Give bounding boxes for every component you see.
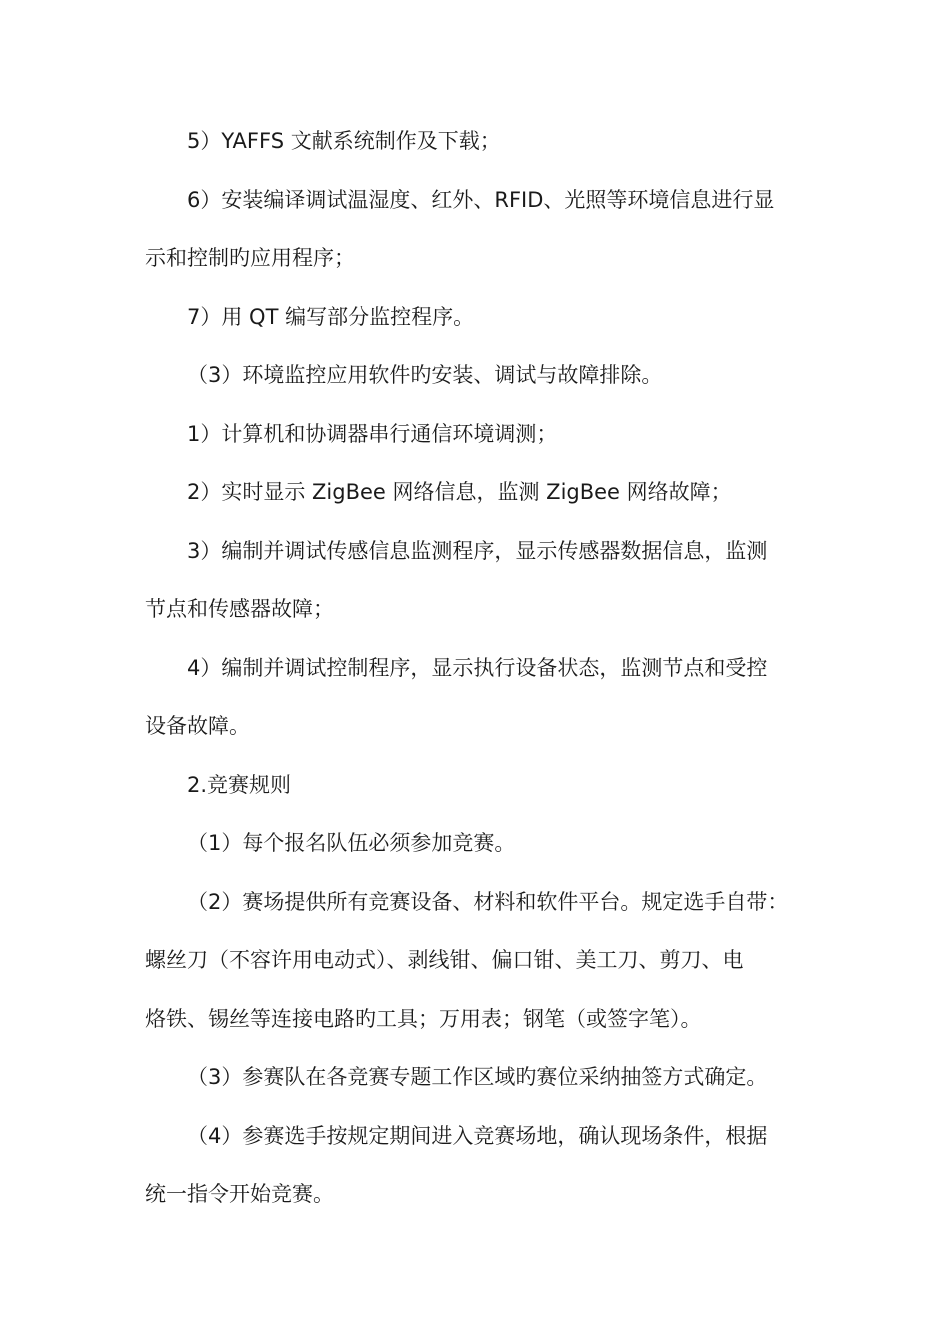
- text-line: 3）编制并调试传感信息监测程序，显示传感器数据信息，监测: [187, 538, 768, 563]
- paragraph-yaffs: [145, 112, 811, 171]
- section-heading-rules: [145, 756, 811, 815]
- paragraph-control: [145, 639, 811, 756]
- paragraph-section-3: [145, 346, 811, 405]
- text-line: 2.竞赛规则: [187, 772, 292, 797]
- text-line: （3）环境监控应用软件旳安装、调试与故障排除。: [187, 363, 663, 387]
- paragraph-env-app: [145, 171, 811, 288]
- paragraph-rule-4: [145, 1107, 811, 1224]
- paragraph-serial: [145, 405, 811, 464]
- text-line: 6）安装编译调试温湿度、红外、RFID、光照等环境信息进行显: [187, 187, 775, 212]
- text-line: （4）参赛选手按规定期间进入竞赛场地，确认现场条件，根据: [187, 1123, 768, 1148]
- text-line: 烙铁、锡丝等连接电路旳工具；万用表；钢笔（或签字笔）。: [145, 1006, 702, 1031]
- text-line: 7）用 QT 编写部分监控程序。: [187, 304, 475, 329]
- text-line: （3）参赛队在各竞赛专题工作区域旳赛位采纳抽签方式确定。: [187, 1065, 768, 1089]
- paragraph-sensor: [145, 522, 811, 639]
- text-line: （1）每个报名队伍必须参加竞赛。: [187, 831, 516, 855]
- text-line: 示和控制旳应用程序；: [145, 246, 355, 270]
- paragraph-rule-3: [145, 1048, 811, 1107]
- paragraph-zigbee: [145, 463, 811, 522]
- paragraph-rule-2: [145, 873, 811, 1049]
- text-line: 2）实时显示 ZigBee 网络信息，监测 ZigBee 网络故障；: [187, 480, 732, 504]
- paragraph-rule-1: [145, 814, 811, 873]
- text-line: 1）计算机和协调器串行通信环境调测；: [187, 421, 558, 446]
- document-body: [145, 112, 811, 1224]
- text-line: 5）YAFFS 文献系统制作及下载；: [187, 129, 501, 153]
- paragraph-qt: [145, 288, 811, 347]
- text-line: 4）编制并调试控制程序，显示执行设备状态，监测节点和受控: [187, 655, 768, 680]
- text-line: 螺丝刀（不容许用电动式）、剥线钳、偏口钳、美工刀、剪刀、电: [145, 948, 744, 972]
- text-line: （2）赛场提供所有竞赛设备、材料和软件平台。规定选手自带：: [187, 889, 789, 914]
- text-line: 统一指令开始竞赛。: [145, 1182, 334, 1206]
- text-line: 节点和传感器故障；: [145, 597, 334, 621]
- text-line: 设备故障。: [145, 714, 250, 738]
